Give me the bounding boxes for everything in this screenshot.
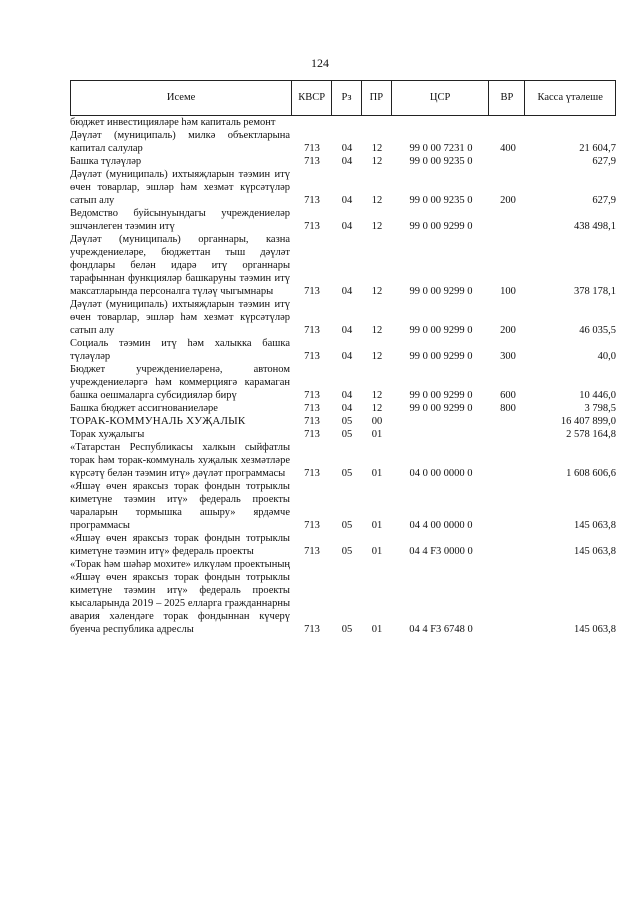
row-rz: 05 <box>341 416 353 427</box>
row-csr: 04 4 F3 0000 0 <box>409 546 473 557</box>
row-rz: 04 <box>341 351 353 362</box>
row-csr: 99 0 00 7231 0 <box>409 143 473 154</box>
row-name: Башка түләүләр <box>70 156 142 167</box>
row-name: ТОРАК-КОММУНАЛЬ ХУҖАЛЫК <box>70 415 246 427</box>
row-sum: 378 178,1 <box>574 286 616 297</box>
row-csr: 99 0 00 9299 0 <box>409 286 473 297</box>
row-sum: 16 407 899,0 <box>560 416 616 427</box>
row-csr: 99 0 00 9235 0 <box>409 156 473 167</box>
table-row <box>70 428 616 441</box>
table-row <box>70 558 616 636</box>
header-sum: Касса үтәлеше <box>537 92 603 104</box>
row-csr: 99 0 00 9299 0 <box>409 221 473 232</box>
row-pr: 12 <box>371 195 383 206</box>
header-pr: ПР <box>362 81 392 115</box>
header-kvsr: КВСР <box>292 81 332 115</box>
row-name: «Яшәү өчен яраксыз торак фондын тотрыклы киметүне тәэмин итү» федераль проекты чараларын тормышка ашыру» ярдәмче программасы <box>70 481 290 531</box>
row-kvsr: 713 <box>304 325 320 336</box>
row-sum: 145 063,8 <box>574 520 616 531</box>
row-kvsr: 713 <box>304 390 320 401</box>
table-row <box>70 337 616 363</box>
row-sum: 438 498,1 <box>574 221 616 232</box>
row-rz: 04 <box>341 286 353 297</box>
row-pr: 12 <box>371 390 383 401</box>
row-kvsr: 713 <box>304 156 320 167</box>
row-name: «Торак һәм шәһәр мохите» илкүләм проектының «Яшәү өчен яраксыз торак фондын тотрыклы киметүне тәэмин итү» федераль проекты кысаларында 2019 – 2025 елларга гражданнарны авария хәлендәге торак фондыннан күчерү буенча республика адреслы <box>70 559 290 635</box>
table-header <box>70 80 616 116</box>
row-pr: 01 <box>371 624 383 635</box>
row-kvsr: 713 <box>304 416 320 427</box>
row-rz: 04 <box>341 143 353 154</box>
row-sum: 2 578 164,8 <box>566 429 616 440</box>
budget-table <box>70 80 616 636</box>
row-csr: 99 0 00 9299 0 <box>409 403 473 414</box>
row-sum: 627,9 <box>592 195 616 206</box>
row-rz: 04 <box>341 403 353 414</box>
row-pr: 01 <box>371 429 383 440</box>
row-pr: 12 <box>371 143 383 154</box>
row-sum: 1 608 606,6 <box>566 468 616 479</box>
row-sum: 21 604,7 <box>579 143 616 154</box>
table-body <box>70 116 616 636</box>
row-name: Башка бюджет ассигнованиеләре <box>70 403 218 414</box>
row-vr: 100 <box>500 286 516 297</box>
row-pr: 01 <box>371 520 383 531</box>
row-sum: 145 063,8 <box>574 624 616 635</box>
row-sum: 46 035,5 <box>579 325 616 336</box>
row-sum: 145 063,8 <box>574 546 616 557</box>
row-rz: 04 <box>341 156 353 167</box>
row-pr: 12 <box>371 221 383 232</box>
table-row <box>70 298 616 337</box>
page-number: 124 <box>311 56 329 70</box>
row-csr: 04 0 00 0000 0 <box>409 468 473 479</box>
row-kvsr: 713 <box>304 351 320 362</box>
table-row <box>70 129 616 155</box>
row-name: Бюджет учреждениеләренә, автоном учреждениеләргә һәм коммерциягә карамаган башка оешмаларга субсидияләр бирү <box>70 364 290 401</box>
row-sum: 3 798,5 <box>584 403 616 414</box>
row-name: Дәүләт (муниципаль) органнары, казна учреждениеләре, бюджеттан тыш дәүләт фондлары белән идарә итү органнары тарафыннан функцияләр башкаруны тәэмин итү максатларында персоналга түләү чыгымнары <box>70 234 290 297</box>
row-name: Дәүләт (муниципаль) милкә объектларына капитал салулар <box>70 130 290 154</box>
row-kvsr: 713 <box>304 546 320 557</box>
row-rz: 05 <box>341 546 353 557</box>
row-name: «Яшәү өчен яраксыз торак фондын тотрыклы киметүне тәэмин итү» федераль проекты <box>70 533 290 557</box>
row-kvsr: 713 <box>304 429 320 440</box>
header-csr: ЦСР <box>392 81 490 115</box>
row-csr: 04 4 00 0000 0 <box>409 520 473 531</box>
table-row <box>70 207 616 233</box>
row-kvsr: 713 <box>304 403 320 414</box>
row-vr: 300 <box>500 351 516 362</box>
table-row <box>70 402 616 415</box>
row-csr: 99 0 00 9299 0 <box>409 351 473 362</box>
row-name: Торак хуҗалыгы <box>70 429 145 440</box>
row-pr: 12 <box>371 351 383 362</box>
table-row <box>70 532 616 558</box>
header-vr: ВР <box>489 81 525 115</box>
table-row <box>70 363 616 402</box>
row-pr: 12 <box>371 286 383 297</box>
row-rz: 04 <box>341 325 353 336</box>
row-pr: 01 <box>371 468 383 479</box>
table-row <box>70 155 616 168</box>
row-name: Социаль тәэмин итү һәм халыкка башка түләүләр <box>70 338 290 362</box>
table-row <box>70 415 616 428</box>
row-kvsr: 713 <box>304 195 320 206</box>
table-row <box>70 233 616 298</box>
row-vr: 800 <box>500 403 516 414</box>
row-kvsr: 713 <box>304 143 320 154</box>
row-rz: 04 <box>341 195 353 206</box>
row-rz: 04 <box>341 221 353 232</box>
row-name: Ведомство буйсынуындагы учреждениеләр эшчәнлеген тәэмин итү <box>70 208 290 232</box>
row-kvsr: 713 <box>304 286 320 297</box>
row-name: бюджет инвестицияләре һәм капиталь ремонт <box>70 117 276 128</box>
row-csr: 04 4 F3 6748 0 <box>409 624 473 635</box>
row-kvsr: 713 <box>304 468 320 479</box>
row-vr: 600 <box>500 390 516 401</box>
row-rz: 04 <box>341 390 353 401</box>
row-sum: 627,9 <box>592 156 616 167</box>
row-sum: 10 446,0 <box>579 390 616 401</box>
row-csr: 99 0 00 9235 0 <box>409 195 473 206</box>
row-name: «Татарстан Республикасы халкын сыйфатлы торак һәм торак-коммуналь хуҗалык хезмәтләре күрсәтү белән тәэмин итү» дәүләт программасы <box>70 442 290 479</box>
row-name: Дәүләт (муниципаль) ихтыяҗларын тәэмин итү өчен товарлар, эшләр һәм хезмәт күрсәтүләр сатып алу <box>70 299 290 336</box>
table-row <box>70 168 616 207</box>
table-row <box>70 441 616 480</box>
row-kvsr: 713 <box>304 624 320 635</box>
row-csr: 99 0 00 9299 0 <box>409 390 473 401</box>
row-csr: 99 0 00 9299 0 <box>409 325 473 336</box>
row-pr: 12 <box>371 403 383 414</box>
row-rz: 05 <box>341 429 353 440</box>
row-vr: 400 <box>500 143 516 154</box>
row-sum: 40,0 <box>597 351 616 362</box>
row-kvsr: 713 <box>304 221 320 232</box>
table-row <box>70 116 616 129</box>
header-rz: Рз <box>332 81 362 115</box>
row-vr: 200 <box>500 325 516 336</box>
row-pr: 00 <box>371 416 383 427</box>
row-rz: 05 <box>341 624 353 635</box>
row-rz: 05 <box>341 468 353 479</box>
row-pr: 12 <box>371 325 383 336</box>
row-kvsr: 713 <box>304 520 320 531</box>
table-row <box>70 480 616 532</box>
row-pr: 01 <box>371 546 383 557</box>
row-vr: 200 <box>500 195 516 206</box>
row-rz: 05 <box>341 520 353 531</box>
row-pr: 12 <box>371 156 383 167</box>
header-name: Исеме <box>71 81 292 115</box>
row-name: Дәүләт (муниципаль) ихтыяҗларын тәэмин итү өчен товарлар, эшләр һәм хезмәт күрсәтүләр сатып алу <box>70 169 290 206</box>
